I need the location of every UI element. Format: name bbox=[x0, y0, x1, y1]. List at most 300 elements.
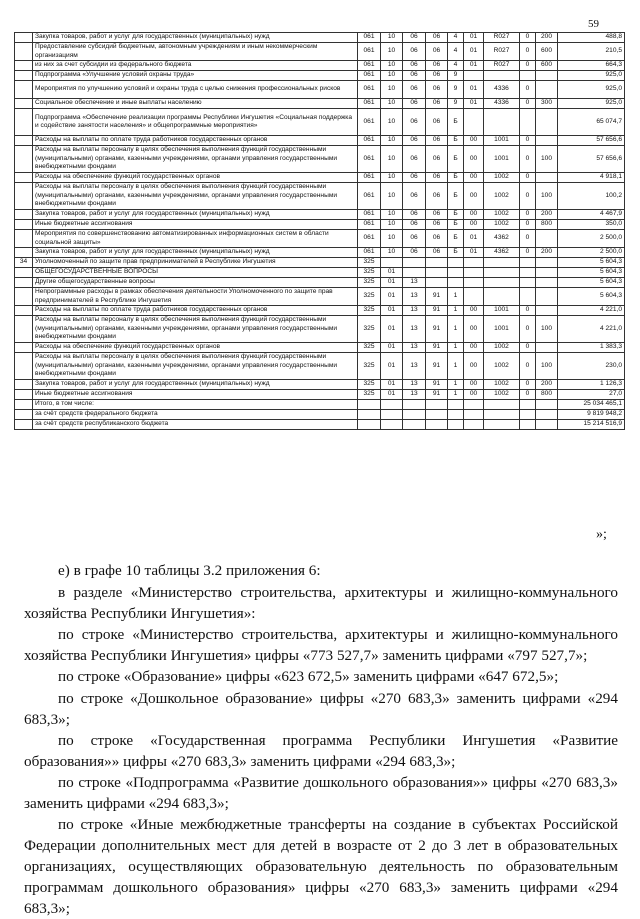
cell-cs3: 00 bbox=[464, 210, 484, 220]
cell-cs1: 06 bbox=[426, 43, 448, 61]
table-row bbox=[15, 71, 625, 81]
cell-cs3: 00 bbox=[464, 173, 484, 183]
cell-sum: 5 604,3 bbox=[558, 278, 625, 288]
cell-pr: 13 bbox=[403, 316, 426, 343]
cell-cs3: 01 bbox=[464, 99, 484, 109]
table-row bbox=[15, 173, 625, 183]
cell-cs5: 0 bbox=[520, 248, 536, 258]
cell-cs5: 0 bbox=[520, 33, 536, 43]
cell-cs5: 0 bbox=[520, 136, 536, 146]
cell-grbs bbox=[358, 400, 381, 410]
cell-name: Иные бюджетные ассигнования bbox=[33, 390, 358, 400]
cell-grbs: 061 bbox=[358, 173, 381, 183]
cell-cs2 bbox=[448, 268, 464, 278]
cell-cs1: 06 bbox=[426, 220, 448, 230]
cell-cs2 bbox=[448, 278, 464, 288]
cell-sum: 57 656,6 bbox=[558, 136, 625, 146]
cell-cs5: 0 bbox=[520, 380, 536, 390]
cell-vr bbox=[536, 288, 558, 306]
cell-sum: 57 656,6 bbox=[558, 146, 625, 173]
cell-num bbox=[15, 343, 33, 353]
paragraph-education-row: по строке «Образование» цифры «623 672,5» заменить цифрами «647 672,5»; bbox=[58, 668, 559, 685]
cell-num bbox=[15, 61, 33, 71]
cell-vr bbox=[536, 258, 558, 268]
cell-pr: 13 bbox=[403, 288, 426, 306]
cell-cs2: 1 bbox=[448, 343, 464, 353]
cell-name: за счёт средств республиканского бюджета bbox=[33, 420, 358, 430]
table-row bbox=[15, 288, 625, 306]
cell-name: Непрограммные расходы в рамках обеспечения деятельности Уполномоченного по защите прав предпринимателей в Республике Ингушетия bbox=[33, 288, 358, 306]
cell-num bbox=[15, 230, 33, 248]
cell-cs2: Б bbox=[448, 136, 464, 146]
cell-pr: 06 bbox=[403, 230, 426, 248]
cell-cs1: 91 bbox=[426, 343, 448, 353]
cell-sum: 350,0 bbox=[558, 220, 625, 230]
cell-rz: 10 bbox=[381, 146, 403, 173]
cell-name: Мероприятия по улучшению условий и охраны труда с целью снижения профессиональных рисков bbox=[33, 81, 358, 99]
cell-cs4: 1002 bbox=[484, 173, 520, 183]
cell-vr: 200 bbox=[536, 33, 558, 43]
cell-name: Итого, в том числе: bbox=[33, 400, 358, 410]
cell-cs5 bbox=[520, 109, 536, 136]
cell-cs4 bbox=[484, 410, 520, 420]
cell-num bbox=[15, 316, 33, 343]
cell-rz bbox=[381, 420, 403, 430]
cell-name: Расходы на выплаты персоналу в целях обеспечения выполнения функций государственными (муниципальными) органами, казенными учреждениями, органами управления государственными внебюджетными фондами bbox=[33, 146, 358, 173]
cell-cs4: 4336 bbox=[484, 81, 520, 99]
cell-cs3: 00 bbox=[464, 220, 484, 230]
cell-cs1: 91 bbox=[426, 390, 448, 400]
cell-sum: 100,2 bbox=[558, 183, 625, 210]
page-number: 59 bbox=[588, 18, 599, 30]
cell-vr bbox=[536, 71, 558, 81]
cell-vr: 800 bbox=[536, 390, 558, 400]
paragraph-section-ministry: в разделе «Министерство строительства, архитектуры и жилищно-коммунального хозяйства Республики Ингушетия»: bbox=[24, 584, 618, 622]
table-row bbox=[15, 183, 625, 210]
cell-sum: 488,8 bbox=[558, 33, 625, 43]
cell-grbs: 061 bbox=[358, 136, 381, 146]
cell-vr: 200 bbox=[536, 380, 558, 390]
cell-name: Расходы на выплаты персоналу в целях обеспечения выполнения функций государственными (муниципальными) органами, казенными учреждениями, органами управления государственными внебюджетными фондами bbox=[33, 316, 358, 343]
cell-cs5: 0 bbox=[520, 81, 536, 99]
cell-pr: 06 bbox=[403, 173, 426, 183]
cell-cs3 bbox=[464, 288, 484, 306]
table-row bbox=[15, 210, 625, 220]
cell-sum: 5 604,3 bbox=[558, 268, 625, 278]
table-row bbox=[15, 306, 625, 316]
cell-num bbox=[15, 173, 33, 183]
cell-cs1: 91 bbox=[426, 353, 448, 380]
cell-sum: 4 221,0 bbox=[558, 316, 625, 343]
cell-sum: 5 604,3 bbox=[558, 288, 625, 306]
cell-cs5 bbox=[520, 268, 536, 278]
cell-rz: 10 bbox=[381, 248, 403, 258]
cell-vr bbox=[536, 81, 558, 99]
cell-pr: 06 bbox=[403, 81, 426, 99]
cell-rz: 01 bbox=[381, 380, 403, 390]
cell-sum: 2 500,0 bbox=[558, 230, 625, 248]
cell-name: ОБЩЕГОСУДАРСТВЕННЫЕ ВОПРОСЫ bbox=[33, 268, 358, 278]
cell-num bbox=[15, 248, 33, 258]
cell-cs4 bbox=[484, 71, 520, 81]
cell-grbs: 325 bbox=[358, 390, 381, 400]
cell-cs5 bbox=[520, 278, 536, 288]
cell-num bbox=[15, 99, 33, 109]
cell-num bbox=[15, 420, 33, 430]
cell-cs3: 01 bbox=[464, 33, 484, 43]
table-row bbox=[15, 220, 625, 230]
cell-pr bbox=[403, 268, 426, 278]
cell-pr: 13 bbox=[403, 343, 426, 353]
paragraph-item-e: е) в графе 10 таблицы 3.2 приложения 6: bbox=[58, 562, 321, 579]
cell-cs4 bbox=[484, 420, 520, 430]
cell-cs3 bbox=[464, 268, 484, 278]
cell-rz: 01 bbox=[381, 278, 403, 288]
cell-vr bbox=[536, 343, 558, 353]
cell-vr: 100 bbox=[536, 146, 558, 173]
cell-sum: 4 467,9 bbox=[558, 210, 625, 220]
cell-cs2: Б bbox=[448, 230, 464, 248]
cell-pr: 06 bbox=[403, 210, 426, 220]
cell-grbs: 325 bbox=[358, 268, 381, 278]
cell-cs4: 1001 bbox=[484, 146, 520, 173]
cell-sum: 925,0 bbox=[558, 81, 625, 99]
cell-cs5: 0 bbox=[520, 61, 536, 71]
cell-sum: 15 214 516,9 bbox=[558, 420, 625, 430]
cell-grbs: 061 bbox=[358, 220, 381, 230]
cell-sum: 4 221,0 bbox=[558, 306, 625, 316]
cell-grbs bbox=[358, 420, 381, 430]
cell-pr: 06 bbox=[403, 136, 426, 146]
cell-num bbox=[15, 220, 33, 230]
cell-vr: 200 bbox=[536, 210, 558, 220]
cell-rz: 01 bbox=[381, 316, 403, 343]
cell-num bbox=[15, 109, 33, 136]
cell-num bbox=[15, 71, 33, 81]
cell-name: Расходы на обеспечение функций государственных органов bbox=[33, 173, 358, 183]
cell-cs3: 00 bbox=[464, 183, 484, 210]
cell-cs2: Б bbox=[448, 109, 464, 136]
cell-name: Расходы на обеспечение функций государственных органов bbox=[33, 343, 358, 353]
table-row bbox=[15, 420, 625, 430]
cell-cs5 bbox=[520, 71, 536, 81]
table-row bbox=[15, 109, 625, 136]
cell-grbs: 061 bbox=[358, 61, 381, 71]
cell-cs2: 4 bbox=[448, 43, 464, 61]
cell-vr bbox=[536, 230, 558, 248]
cell-cs3: 00 bbox=[464, 353, 484, 380]
cell-cs2 bbox=[448, 410, 464, 420]
cell-name: Подпрограмма «Обеспечение реализации программы Республики Ингушетия «Социальная поддержка и содействие занятости населения» и общепрограммные мероприятия» bbox=[33, 109, 358, 136]
cell-rz: 10 bbox=[381, 81, 403, 99]
cell-cs2: 1 bbox=[448, 380, 464, 390]
cell-pr: 13 bbox=[403, 306, 426, 316]
cell-pr: 06 bbox=[403, 99, 426, 109]
cell-num bbox=[15, 210, 33, 220]
table-row bbox=[15, 410, 625, 420]
cell-grbs: 325 bbox=[358, 380, 381, 390]
cell-cs4: 1001 bbox=[484, 316, 520, 343]
cell-num bbox=[15, 306, 33, 316]
paragraph-ministry-row: по строке «Министерство строительства, архитектуры и жилищно-коммунального хозяйства Республики Ингушетия» цифры «773 527,7» заменить цифрами «797 527,7»; bbox=[24, 626, 618, 664]
cell-cs3: 00 bbox=[464, 380, 484, 390]
cell-cs3: 00 bbox=[464, 146, 484, 173]
cell-sum: 925,0 bbox=[558, 99, 625, 109]
cell-rz: 01 bbox=[381, 306, 403, 316]
cell-num bbox=[15, 380, 33, 390]
cell-cs4: R027 bbox=[484, 61, 520, 71]
cell-name: Подпрограмма «Улучшение условий охраны труда» bbox=[33, 71, 358, 81]
cell-vr: 800 bbox=[536, 220, 558, 230]
cell-cs1 bbox=[426, 420, 448, 430]
cell-cs1: 06 bbox=[426, 183, 448, 210]
cell-cs4 bbox=[484, 268, 520, 278]
cell-vr bbox=[536, 410, 558, 420]
cell-vr: 100 bbox=[536, 316, 558, 343]
cell-cs1: 06 bbox=[426, 109, 448, 136]
cell-vr bbox=[536, 400, 558, 410]
cell-grbs: 061 bbox=[358, 43, 381, 61]
cell-cs4 bbox=[484, 288, 520, 306]
cell-grbs: 325 bbox=[358, 316, 381, 343]
cell-sum: 210,5 bbox=[558, 43, 625, 61]
cell-name: Закупка товаров, работ и услуг для государственных (муниципальных) нужд bbox=[33, 210, 358, 220]
table-row bbox=[15, 400, 625, 410]
cell-cs2: Б bbox=[448, 183, 464, 210]
cell-cs3 bbox=[464, 278, 484, 288]
table-row bbox=[15, 248, 625, 258]
cell-pr bbox=[403, 420, 426, 430]
table-row bbox=[15, 258, 625, 268]
table-row bbox=[15, 43, 625, 61]
cell-name: из них за счет субсидии из федерального бюджета bbox=[33, 61, 358, 71]
cell-cs2: 9 bbox=[448, 99, 464, 109]
cell-pr: 06 bbox=[403, 183, 426, 210]
cell-name: Расходы на выплаты персоналу в целях обеспечения выполнения функций государственными (муниципальными) органами, казенными учреждениями, органами управления государственными внебюджетными фондами bbox=[33, 183, 358, 210]
cell-pr: 06 bbox=[403, 61, 426, 71]
cell-cs5: 0 bbox=[520, 43, 536, 61]
cell-cs4: 4362 bbox=[484, 248, 520, 258]
cell-pr: 13 bbox=[403, 380, 426, 390]
cell-pr: 06 bbox=[403, 146, 426, 173]
cell-num bbox=[15, 410, 33, 420]
cell-sum: 1 383,3 bbox=[558, 343, 625, 353]
cell-cs5: 0 bbox=[520, 173, 536, 183]
cell-cs1 bbox=[426, 268, 448, 278]
cell-vr: 100 bbox=[536, 353, 558, 380]
cell-cs2: 1 bbox=[448, 316, 464, 343]
cell-cs1: 06 bbox=[426, 61, 448, 71]
table-row bbox=[15, 353, 625, 380]
paragraph-preschool-row: по строке «Дошкольное образование» цифры «270 683,3» заменить цифрами «294 683,3»; bbox=[24, 690, 618, 728]
cell-name: Расходы на выплаты по оплате труда работников государственных органов bbox=[33, 136, 358, 146]
cell-cs2: 1 bbox=[448, 288, 464, 306]
cell-pr bbox=[403, 258, 426, 268]
cell-name: Расходы на выплаты персоналу в целях обеспечения выполнения функций государственными (муниципальными) органами, казенными учреждениями, органами управления государственными внебюджетными фондами bbox=[33, 353, 358, 380]
cell-cs5: 0 bbox=[520, 390, 536, 400]
cell-cs1: 91 bbox=[426, 316, 448, 343]
table-row bbox=[15, 380, 625, 390]
cell-cs1: 06 bbox=[426, 99, 448, 109]
table-row bbox=[15, 33, 625, 43]
cell-rz: 10 bbox=[381, 136, 403, 146]
cell-cs1: 06 bbox=[426, 81, 448, 99]
cell-grbs bbox=[358, 410, 381, 420]
table-row bbox=[15, 316, 625, 343]
cell-cs4: 1002 bbox=[484, 390, 520, 400]
cell-rz: 10 bbox=[381, 33, 403, 43]
cell-pr bbox=[403, 410, 426, 420]
cell-cs3: 01 bbox=[464, 248, 484, 258]
cell-num bbox=[15, 146, 33, 173]
cell-pr: 06 bbox=[403, 71, 426, 81]
cell-name: Уполномоченный по защите прав предпринимателей в Республике Ингушетия bbox=[33, 258, 358, 268]
cell-grbs: 061 bbox=[358, 109, 381, 136]
cell-cs4: 1002 bbox=[484, 220, 520, 230]
closing-quote: »; bbox=[596, 527, 607, 542]
cell-rz: 10 bbox=[381, 173, 403, 183]
cell-vr bbox=[536, 278, 558, 288]
cell-num bbox=[15, 278, 33, 288]
cell-cs3: 01 bbox=[464, 81, 484, 99]
cell-name: Предоставление субсидий бюджетным, автономным учреждениям и иным некоммерческим организациям bbox=[33, 43, 358, 61]
cell-cs2: 4 bbox=[448, 33, 464, 43]
cell-grbs: 061 bbox=[358, 230, 381, 248]
cell-pr: 06 bbox=[403, 43, 426, 61]
cell-vr bbox=[536, 420, 558, 430]
cell-cs5: 0 bbox=[520, 306, 536, 316]
cell-cs3: 00 bbox=[464, 136, 484, 146]
cell-cs2: 1 bbox=[448, 390, 464, 400]
cell-grbs: 061 bbox=[358, 33, 381, 43]
cell-cs4 bbox=[484, 109, 520, 136]
cell-cs3: 01 bbox=[464, 230, 484, 248]
cell-sum: 230,0 bbox=[558, 353, 625, 380]
cell-cs1: 91 bbox=[426, 306, 448, 316]
cell-cs2: Б bbox=[448, 173, 464, 183]
cell-cs1 bbox=[426, 278, 448, 288]
cell-num bbox=[15, 390, 33, 400]
cell-cs1: 91 bbox=[426, 380, 448, 390]
cell-cs4: R027 bbox=[484, 33, 520, 43]
cell-cs2 bbox=[448, 258, 464, 268]
cell-pr: 06 bbox=[403, 220, 426, 230]
cell-vr: 600 bbox=[536, 61, 558, 71]
cell-cs1 bbox=[426, 400, 448, 410]
table-row bbox=[15, 390, 625, 400]
cell-cs1: 06 bbox=[426, 210, 448, 220]
cell-cs2 bbox=[448, 400, 464, 410]
cell-num bbox=[15, 81, 33, 99]
table-row bbox=[15, 146, 625, 173]
cell-rz: 01 bbox=[381, 343, 403, 353]
cell-rz: 10 bbox=[381, 71, 403, 81]
cell-rz: 10 bbox=[381, 220, 403, 230]
table-row bbox=[15, 136, 625, 146]
table-row bbox=[15, 343, 625, 353]
cell-pr bbox=[403, 400, 426, 410]
cell-cs5: 0 bbox=[520, 210, 536, 220]
cell-cs4: 4336 bbox=[484, 99, 520, 109]
cell-num bbox=[15, 400, 33, 410]
cell-cs4: 1002 bbox=[484, 210, 520, 220]
cell-cs5: 0 bbox=[520, 343, 536, 353]
cell-num bbox=[15, 288, 33, 306]
cell-cs1: 06 bbox=[426, 248, 448, 258]
cell-rz: 10 bbox=[381, 43, 403, 61]
cell-pr: 06 bbox=[403, 248, 426, 258]
cell-cs3 bbox=[464, 420, 484, 430]
cell-vr bbox=[536, 173, 558, 183]
cell-cs1: 06 bbox=[426, 33, 448, 43]
cell-name: Мероприятия по совершенствованию автоматизированных информационных систем в области социальной защиты» bbox=[33, 230, 358, 248]
cell-grbs: 061 bbox=[358, 210, 381, 220]
cell-num bbox=[15, 43, 33, 61]
cell-rz: 10 bbox=[381, 183, 403, 210]
cell-cs2: Б bbox=[448, 210, 464, 220]
cell-cs2: 1 bbox=[448, 353, 464, 380]
cell-cs1: 91 bbox=[426, 288, 448, 306]
cell-cs3: 00 bbox=[464, 390, 484, 400]
cell-name: Другие общегосударственные вопросы bbox=[33, 278, 358, 288]
cell-cs2: 9 bbox=[448, 81, 464, 99]
cell-rz: 01 bbox=[381, 390, 403, 400]
cell-name: Социальное обеспечение и иные выплаты населению bbox=[33, 99, 358, 109]
cell-num bbox=[15, 183, 33, 210]
cell-cs2 bbox=[448, 420, 464, 430]
cell-cs4: R027 bbox=[484, 43, 520, 61]
table-row bbox=[15, 278, 625, 288]
cell-cs5: 0 bbox=[520, 316, 536, 343]
cell-grbs: 325 bbox=[358, 306, 381, 316]
cell-cs5 bbox=[520, 258, 536, 268]
cell-sum: 664,3 bbox=[558, 61, 625, 71]
cell-name: Расходы на выплаты по оплате труда работников государственных органов bbox=[33, 306, 358, 316]
cell-rz: 10 bbox=[381, 99, 403, 109]
cell-cs3: 00 bbox=[464, 306, 484, 316]
cell-sum: 2 500,0 bbox=[558, 248, 625, 258]
cell-cs5 bbox=[520, 410, 536, 420]
cell-cs1 bbox=[426, 258, 448, 268]
cell-grbs: 325 bbox=[358, 353, 381, 380]
cell-num bbox=[15, 136, 33, 146]
cell-pr: 13 bbox=[403, 353, 426, 380]
cell-cs5: 0 bbox=[520, 146, 536, 173]
table-row bbox=[15, 268, 625, 278]
cell-cs4: 1001 bbox=[484, 136, 520, 146]
cell-grbs: 061 bbox=[358, 183, 381, 210]
cell-pr: 06 bbox=[403, 33, 426, 43]
cell-cs1: 06 bbox=[426, 146, 448, 173]
cell-name: Закупка товаров, работ и услуг для государственных (муниципальных) нужд bbox=[33, 248, 358, 258]
cell-grbs: 325 bbox=[358, 343, 381, 353]
cell-vr bbox=[536, 306, 558, 316]
cell-rz: 10 bbox=[381, 109, 403, 136]
cell-cs5: 0 bbox=[520, 220, 536, 230]
cell-cs3 bbox=[464, 109, 484, 136]
cell-cs3: 01 bbox=[464, 43, 484, 61]
cell-sum: 65 074,7 bbox=[558, 109, 625, 136]
cell-cs3 bbox=[464, 410, 484, 420]
cell-vr: 100 bbox=[536, 183, 558, 210]
cell-name: Иные бюджетные ассигнования bbox=[33, 220, 358, 230]
cell-pr: 13 bbox=[403, 278, 426, 288]
cell-rz: 01 bbox=[381, 268, 403, 278]
cell-pr: 06 bbox=[403, 109, 426, 136]
paragraph-subprogram-row: по строке «Подпрограмма «Развитие дошкольного образования»» цифры «270 683,3» заменить цифрами «294 683,3»; bbox=[24, 774, 618, 812]
cell-cs4 bbox=[484, 258, 520, 268]
budget-table bbox=[14, 32, 625, 430]
